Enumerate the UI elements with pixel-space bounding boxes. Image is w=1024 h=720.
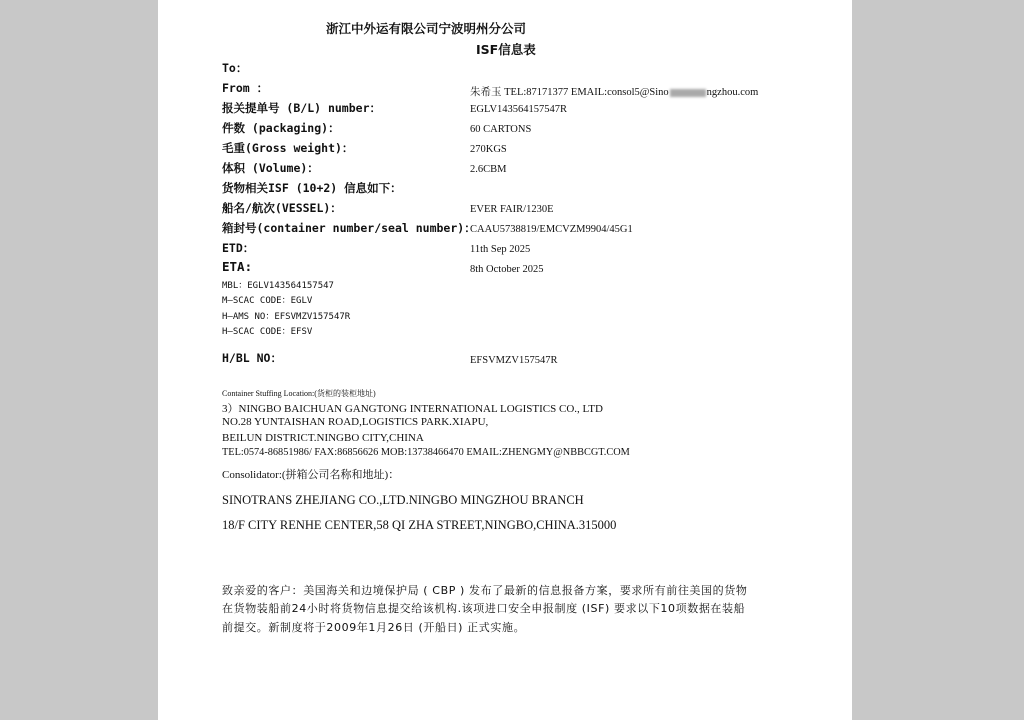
notice-line: 前提交。新制度将于2009年1月26日 (开船日) 正式实施。 [222,621,526,634]
company-title: 浙江中外运有限公司宁波明州分公司 [326,21,527,36]
volume-label: 体积 (Volume)： [222,161,319,175]
bl-label: 报关提单号 (B/L) number： [222,101,382,115]
notice-line: 在货物装船前24小时将货物信息提交给该机构.该项进口安全申报制度 (ISF) 要求以下10项数据在装船 [222,602,746,615]
consolidator-name: SINOTRANS ZHEJIANG CO.,LTD.NINGBO MINGZHOU BRANCH [222,493,584,507]
packaging-value: 60 CARTONS [470,124,532,135]
from-value-prefix: 朱希玉 TEL:87171377 EMAIL:consol5@Sino [470,87,669,98]
hams-line: H—AMS NO：EFSVMZV157547R [222,312,351,322]
mscac-line: M—SCAC CODE：EGLV [222,296,313,306]
stuffing-line: TEL:0574-86851986/ FAX:86856626 MOB:13738466470 EMAIL:ZHENGMY@NBBCGT.COM [222,447,630,458]
vessel-value: EVER FAIR/1230E [470,204,554,215]
eta-value: 8th October 2025 [470,264,544,275]
to-label: To： [222,61,248,75]
eta-label: ETA: [222,259,253,274]
bl-value: EGLV143564157547R [470,104,568,115]
vessel-label: 船名/航次(VESSEL)： [222,201,342,215]
container-label: 箱封号(container number/seal number)： [222,221,476,235]
etd-value: 11th Sep 2025 [470,244,531,255]
hbl-value: EFSVMZV157547R [470,355,558,366]
consolidator-address: 18/F CITY RENHE CENTER,58 QI ZHA STREET,NINGBO,CHINA.315000 [222,518,617,532]
stuffing-line: BEILUN DISTRICT.NINGBO CITY,CHINA [222,432,424,444]
from-value [470,84,758,99]
mbl-line: MBL：EGLV143564157547 [222,281,334,291]
notice-line: 致亲爱的客户：美国海关和边境保护局 ( CBP ) 发布了最新的信息报备方案，要求所有前往美国的货物 [222,584,748,597]
stuffing-line: NO.28 YUNTAISHAN ROAD,LOGISTICS PARK.XIAPU, [222,416,489,428]
from-value-suffix: ngzhou.com [706,87,759,98]
from-label: From ： [222,81,269,95]
isf-info-label: 货物相关ISF (10+2) 信息如下： [222,181,402,195]
stuffing-label: Container Stuffing Location:(货柜的装柜地址) [222,389,376,398]
hbl-label: H/BL NO： [222,351,282,365]
container-value: CAAU5738819/EMCVZM9904/45G1 [470,224,633,235]
hscac-line: H—SCAC CODE：EFSV [222,327,313,337]
consolidator-label: Consolidator:(拼箱公司名称和地址)： [222,469,400,481]
stuffing-line: 3）NINGBO BAICHUAN GANGTONG INTERNATIONAL LOGISTICS CO., LTD [222,403,603,415]
weight-label: 毛重(Gross weight)： [222,141,354,155]
volume-value: 2.6CBM [470,164,507,175]
packaging-label: 件数 (packaging)： [222,121,340,135]
document-page [158,0,852,720]
etd-label: ETD： [222,241,255,255]
redaction-blur [670,89,706,97]
weight-value: 270KGS [470,144,507,155]
form-title: ISF信息表 [476,42,536,57]
